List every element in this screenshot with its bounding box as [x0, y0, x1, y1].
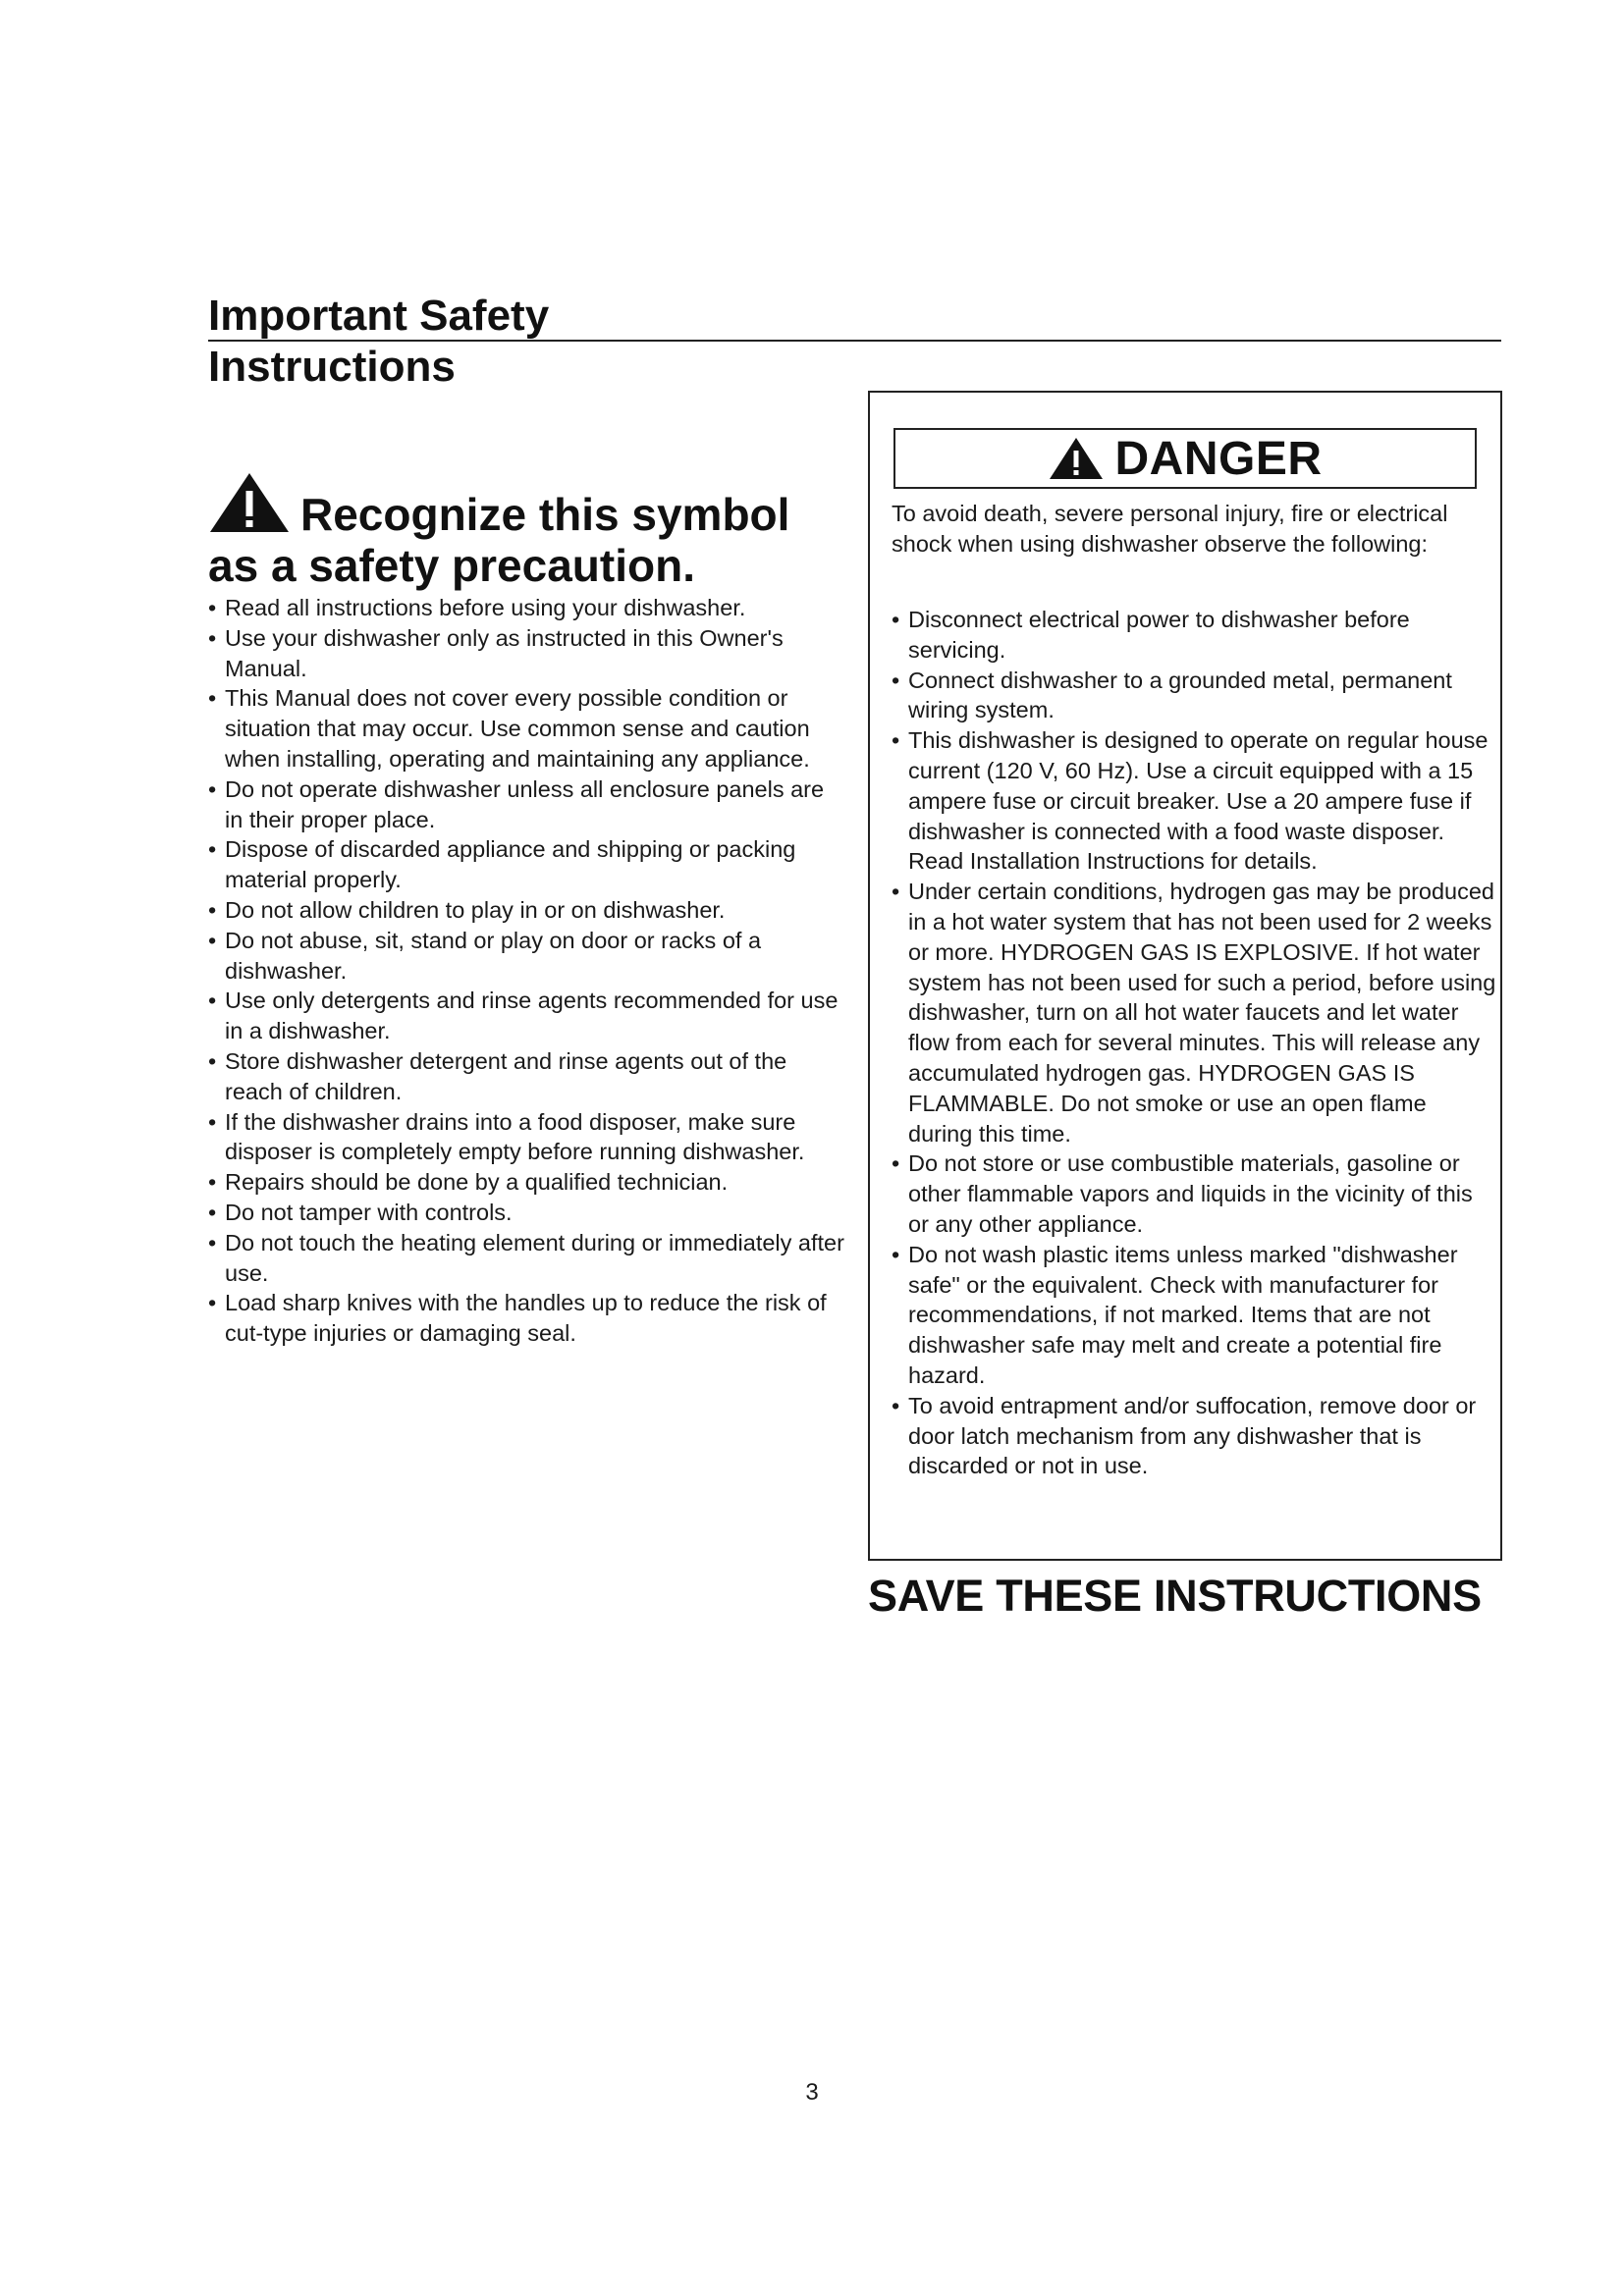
list-item-text: Read all instructions before using your dishwasher. — [225, 595, 746, 620]
list-item — [208, 774, 846, 835]
recognize-heading — [208, 471, 837, 591]
list-item-text: To avoid entrapment and/or suffocation, remove door or door latch mechanism from any dishwasher that is discarded or not in use. — [908, 1392, 1477, 1479]
danger-intro: To avoid death, severe personal injury, fire or electrical shock when using dishwasher observe the following: — [892, 501, 1448, 557]
bullet-icon: • — [892, 879, 900, 905]
danger-label: DANGER — [1114, 432, 1323, 485]
bullet-icon: • — [208, 927, 217, 953]
list-item-text: Do not wash plastic items unless marked "dishwasher safe" or the equivalent. Check with manufacturer for recommendations, if not marked. Items that are not dishwasher safe may melt and create a potential fire hazard. — [908, 1241, 1458, 1388]
list-item-text: Do not store or use combustible materials, gasoline or other flammable vapors and liquids in the vicinity of this or any other appliance. — [908, 1150, 1473, 1237]
title-rule — [208, 340, 1501, 342]
list-item-text: This Manual does not cover every possible condition or situation that may occur. Use common sense and caution when installing, operating and maintaining any appliance. — [225, 685, 810, 772]
list-item-text: Under certain conditions, hydrogen gas may be produced in a hot water system that has not been used for 2 weeks or more. HYDROGEN GAS IS EXPLOSIVE. If hot water system has not been used for such a period, before using dishwasher, turn on all hot water faucets and let water flow from each for several minutes. This will release any accumulated hydrogen gas. HYDROGEN GAS IS FLAMMABLE. Do not smoke or use an open flame during this time. — [908, 879, 1496, 1147]
list-item-text: Disconnect electrical power to dishwasher before servicing. — [908, 607, 1410, 663]
save-instructions-text: SAVE THESE INSTRUCTIONS — [868, 1571, 1482, 1621]
bullet-icon: • — [892, 667, 900, 693]
danger-list — [892, 605, 1496, 1481]
bullet-icon: • — [208, 595, 217, 620]
bullet-icon: • — [892, 607, 900, 632]
bullet-icon: • — [208, 775, 217, 802]
list-item — [892, 877, 1496, 1148]
list-item — [208, 1107, 846, 1168]
page-title-line1: Important Safety — [208, 292, 550, 340]
danger-header — [893, 428, 1477, 489]
list-item-text: Do not abuse, sit, stand or play on door or racks of a dishwasher. — [225, 927, 762, 984]
bullet-icon: • — [208, 896, 217, 923]
bullet-icon: • — [208, 624, 217, 651]
list-item-text: Do not tamper with controls. — [225, 1199, 513, 1225]
bullet-icon: • — [208, 685, 217, 712]
warning-triangle-icon — [208, 471, 291, 534]
list-item — [208, 926, 846, 987]
list-item-text: This dishwasher is designed to operate on regular house current (120 V, 60 Hz). Use a circuit equipped with a 15 ampere fuse or circuit breaker. Use a 20 ampere fuse if dishwasher is connected with a food waste disposer. Read Installation Instructions for details. — [908, 727, 1489, 875]
page-title — [208, 291, 549, 393]
bullet-icon: • — [208, 1199, 217, 1225]
bullet-icon: • — [208, 836, 217, 863]
list-item-text: Dispose of discarded appliance and shipping or packing material properly. — [225, 836, 796, 893]
danger-box — [868, 391, 1502, 1561]
list-item-text: Load sharp knives with the handles up to reduce the risk of cut-type injuries or damaging seal. — [225, 1290, 827, 1347]
bullet-icon: • — [892, 1150, 900, 1177]
list-item — [892, 666, 1496, 726]
list-item-text: If the dishwasher drains into a food disposer, make sure disposer is completely empty before running dishwasher. — [225, 1108, 805, 1165]
list-item — [892, 1148, 1496, 1239]
list-item — [208, 1046, 846, 1107]
list-item-text: Repairs should be done by a qualified technician. — [225, 1169, 729, 1196]
list-item — [892, 1391, 1496, 1481]
list-item-text: Connect dishwasher to a grounded metal, permanent wiring system. — [908, 667, 1452, 723]
bullet-icon: • — [208, 1229, 217, 1255]
bullet-icon: • — [208, 1169, 217, 1196]
bullet-icon: • — [208, 1108, 217, 1135]
bullet-icon: • — [208, 1047, 217, 1074]
page-title-line2: Instructions — [208, 343, 456, 391]
bullet-icon: • — [208, 988, 217, 1014]
list-item-text: Store dishwasher detergent and rinse agents out of the reach of children. — [225, 1047, 787, 1104]
list-item-text: Do not allow children to play in or on dishwasher. — [225, 896, 726, 923]
list-item — [892, 725, 1496, 877]
list-item — [208, 895, 846, 926]
list-item — [892, 1240, 1496, 1391]
warning-triangle-icon — [1048, 436, 1105, 481]
list-item-text: Do not touch the heating element during or immediately after use. — [225, 1229, 844, 1286]
list-item-text: Use your dishwasher only as instructed in this Owner's Manual. — [225, 624, 784, 681]
bullet-icon: • — [892, 1241, 900, 1267]
list-item — [892, 605, 1496, 666]
list-item — [208, 834, 846, 895]
recognize-heading-text: Recognize this symbol as a safety precaution. — [208, 489, 790, 591]
list-item-text: Use only detergents and rinse agents recommended for use in a dishwasher. — [225, 988, 839, 1044]
bullet-icon: • — [208, 1290, 217, 1316]
bullet-icon: • — [892, 1392, 900, 1418]
list-item — [208, 593, 846, 623]
list-item — [208, 1288, 846, 1349]
safety-list — [208, 593, 846, 1349]
list-item-text: Do not operate dishwasher unless all enclosure panels are in their proper place. — [225, 775, 825, 832]
list-item — [208, 1167, 846, 1198]
list-item — [208, 1228, 846, 1289]
list-item — [208, 623, 846, 684]
page-number: 3 — [805, 2079, 819, 2106]
list-item — [208, 986, 846, 1046]
list-item — [208, 1198, 846, 1228]
bullet-icon: • — [892, 727, 900, 754]
list-item — [208, 683, 846, 774]
